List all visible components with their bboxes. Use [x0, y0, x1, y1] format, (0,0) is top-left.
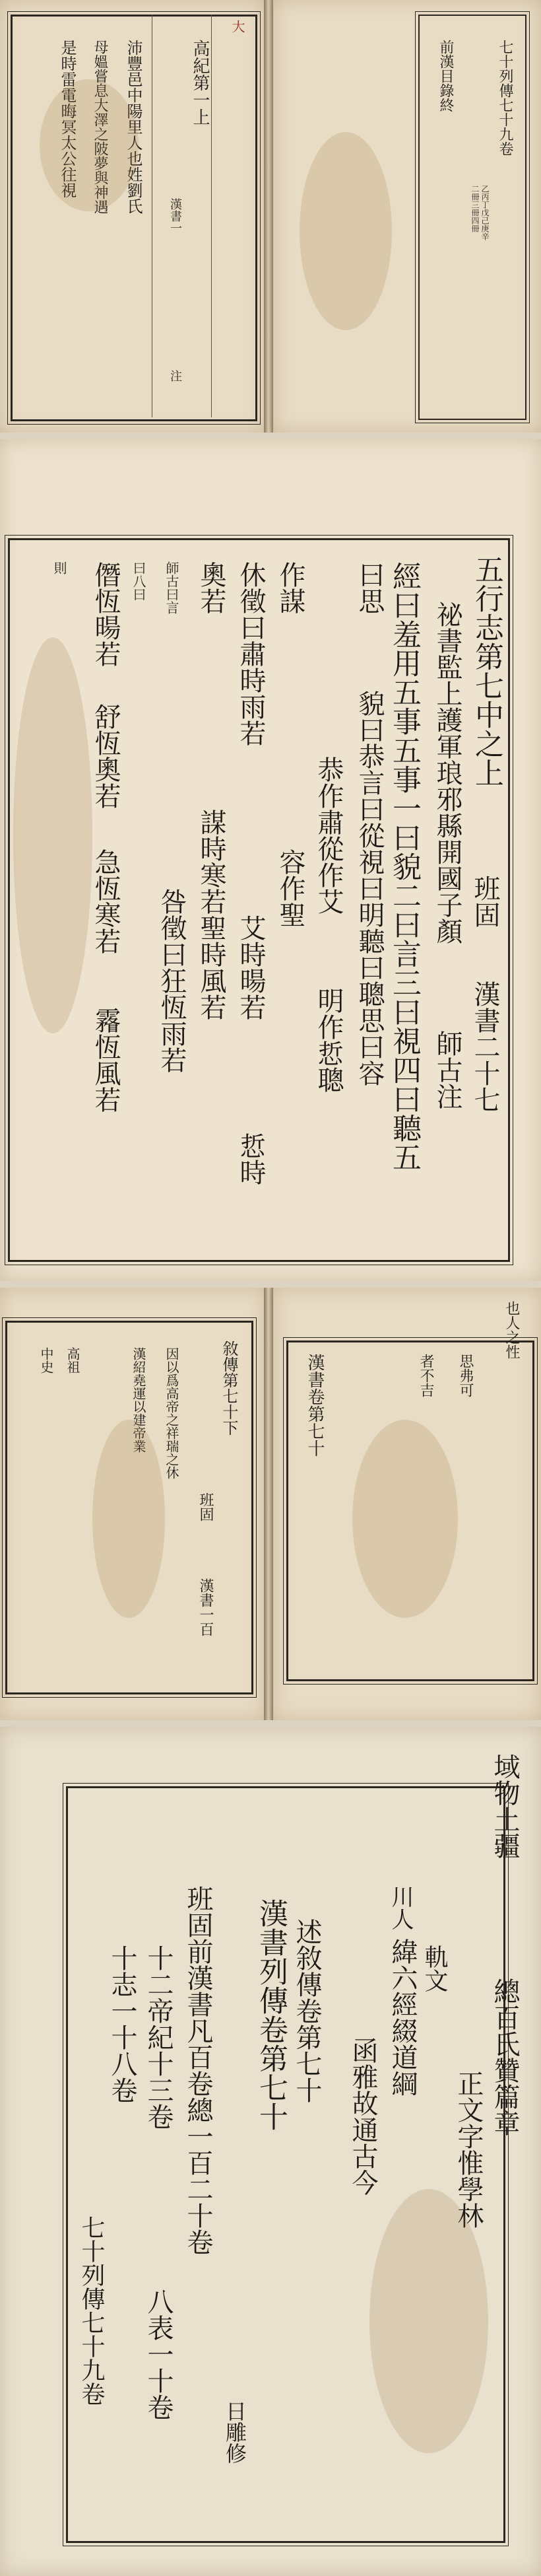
text-column: 容作聖 [275, 849, 305, 928]
commentary-column: 曰八曰 [131, 561, 146, 601]
text-column: 咎徵曰狂恆雨若 [156, 888, 187, 1073]
commentator-tail: 師古注 [432, 1030, 462, 1109]
margin-note: 大 [230, 20, 245, 33]
text-column: 明作悊聰 [313, 987, 344, 1093]
text-column: 貌曰恭言曰從視曰明聽曰聰思曰容 [354, 690, 385, 1086]
chapter-title: 漢書列傳卷第七十 [254, 1898, 288, 2131]
chapter-title: 敘傳第七十下 [220, 1340, 238, 1436]
chapter-title: 五行志第七中之上 [470, 555, 503, 787]
text-leaf [0, 439, 541, 1281]
text-column: 僭恆暘若 [90, 561, 121, 667]
text-column: 艾時暘若 [236, 915, 266, 1020]
page-scan-1 [0, 0, 541, 433]
binding-gutter [264, 0, 273, 433]
commentary-column: 師古曰言 [164, 561, 179, 614]
volume-list: 二冊三冊四冊 [470, 185, 480, 232]
volume-list: 乙丙丁戊己庚辛 [480, 185, 490, 240]
chapter-title: 述敘傳卷第七十 [292, 1918, 322, 2103]
text-leaf [0, 1727, 541, 2576]
text-column: 軌文 [421, 1945, 448, 1992]
text-column: 因以爲高帝之祥瑞之休 [164, 1347, 179, 1479]
commentary-column: 則 [51, 561, 67, 574]
text-column: 奧若 [196, 561, 226, 614]
chapter-author: 班固 [470, 875, 500, 928]
text-column: 緯六經綴道綱 [387, 1938, 418, 2097]
text-column: 沛豐邑中陽里人也姓劉氏 [124, 40, 143, 214]
text-column: 高祖 [65, 1347, 80, 1374]
text-column: 悊時 [236, 1132, 266, 1185]
note-marker: 注 [168, 370, 182, 382]
text-column: 休徵曰肅時雨若 [236, 561, 266, 746]
chapter-author: 班固 [197, 1492, 214, 1521]
text-column: 曰思 [354, 561, 385, 614]
carver-note: 日雕修 [222, 2400, 247, 2464]
right-leaf [273, 1288, 541, 1720]
text-column: 思弗可 [457, 1354, 474, 1397]
page-scan-3 [0, 1288, 541, 1720]
chapter-book: 漢書一百 [197, 1578, 214, 1636]
text-column: 謀時寒若聖時風若 [196, 809, 226, 1020]
binding-gutter [264, 1288, 273, 1720]
text-column: 母媼嘗息大澤之陂夢與神遇 [92, 40, 108, 214]
colophon-line: 七十列傳七十九卷 [78, 2215, 105, 2406]
text-column: 是時雷電晦冥太公往視 [58, 40, 77, 198]
heading: 高紀第一上 [190, 40, 210, 125]
column-rule [211, 15, 212, 417]
text-column: 函雅故通古今 [348, 2037, 378, 2196]
text-column: 漢紹堯運以建帝業 [131, 1347, 146, 1453]
text-column: 總百氏贊篇章 [490, 1978, 520, 2136]
left-leaf [0, 1288, 265, 1720]
text-column: 急恆寒若 [90, 849, 121, 954]
text-column: 者不吉 [418, 1354, 434, 1397]
colophon-line: 八表一十卷 [143, 2288, 174, 2420]
text-column: 作謀 [275, 561, 305, 614]
volume-count: 七十列傳七十九卷 [497, 40, 513, 156]
left-leaf [0, 0, 265, 433]
text-column: 正文字惟學林 [453, 2070, 484, 2229]
text-column: 中史 [38, 1347, 54, 1374]
text-column: 域物土疆 [490, 1753, 520, 1859]
chapter-end-title: 漢書卷第七十 [305, 1354, 325, 1457]
commentator-line: 祕書監上護軍琅邪縣開國子顏 [432, 601, 462, 944]
chapter-book: 漢書二十七 [470, 981, 500, 1113]
colophon-line: 十志一十八卷 [107, 1945, 137, 2103]
text-column: 霿恆風若 [90, 1007, 121, 1113]
page-scan-2 [0, 439, 541, 1281]
book-number: 漢書一 [168, 198, 182, 234]
volume-title: 前漢目錄終 [437, 40, 454, 112]
text-column: 恭作肅從作艾 [313, 756, 344, 915]
text-column: 舒恆奧若 [90, 703, 121, 809]
colophon-line: 班固前漢書凡百卷總一百二十卷 [183, 1885, 213, 2255]
text-column: 也人之性 [503, 1301, 520, 1359]
text-column: 經曰羞用五事五事一曰貌二曰言三曰視四曰聽五 [387, 561, 421, 1171]
colophon-line: 十二帝紀十三卷 [143, 1945, 174, 2130]
right-leaf [273, 0, 541, 433]
text-column: 川人 [387, 1885, 414, 1930]
page-scan-4 [0, 1727, 541, 2576]
